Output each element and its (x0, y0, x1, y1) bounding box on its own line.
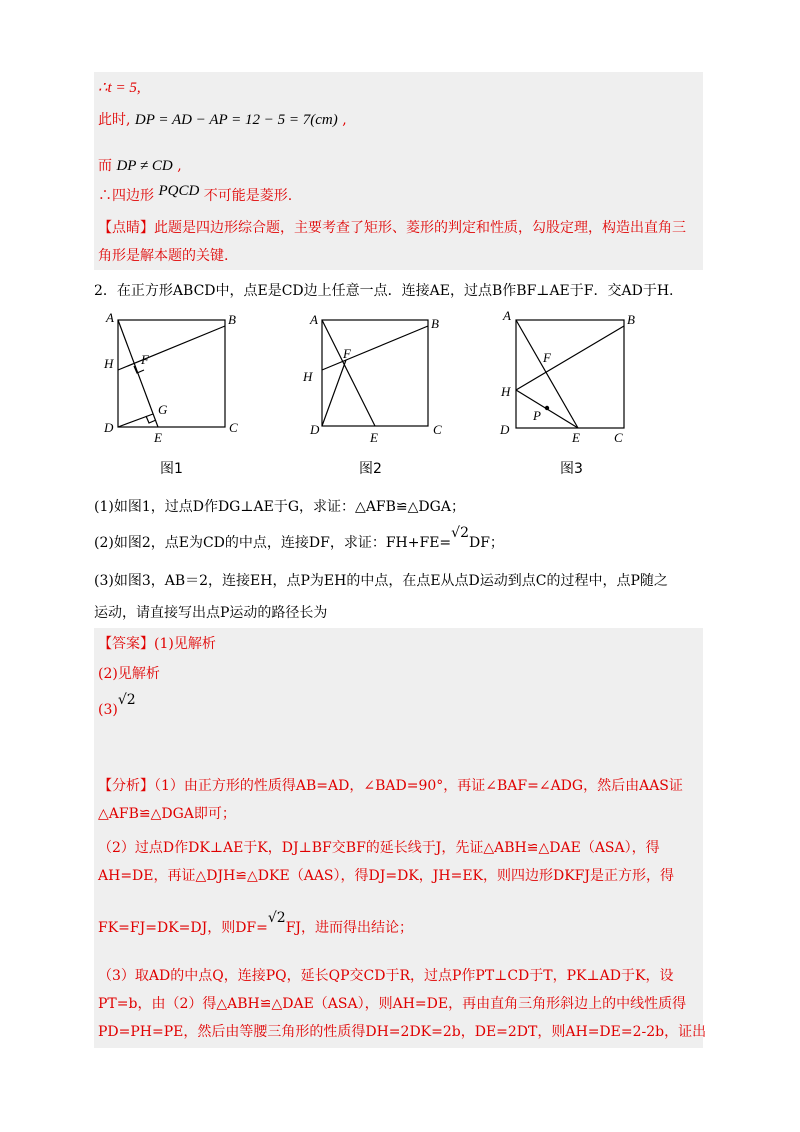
part-2-df: DF； (468, 535, 504, 551)
fig2-label-f: F (343, 346, 351, 361)
solution-block-top (94, 72, 703, 270)
answer-line-2: (2)见解析 (98, 666, 160, 682)
dp-neq-cd: DP ≠ CD (116, 158, 173, 174)
fig3-point-p (545, 406, 549, 410)
fig3-label-d: D (500, 422, 510, 437)
comment-line-1 (98, 218, 686, 238)
fig3-ae (516, 320, 578, 428)
fig2-bh (322, 326, 428, 370)
comment-text-1: 此题是四边形综合题，主要考查了矩形、菱形的判定和性质，勾股定理，构造出直角三 (154, 220, 686, 236)
analysis-text-5-post: FJ，进而得出结论； (285, 920, 414, 936)
problem-stem: 2．在正方形ABCD中，点E是CD边上任意一点．连接AE，过点B作BF⊥AE于F．交AD于H. (94, 283, 674, 299)
analysis-text-1: （1）由正方形的性质得AB=AD，∠BAD=90°，再证∠BAF=∠ADG，然后由AAS证 (154, 778, 683, 794)
comment-line-2 (98, 246, 228, 266)
answer-3-label: (3) (98, 702, 118, 718)
comma: , (342, 112, 347, 128)
analysis-sqrt2: √2 (267, 910, 286, 926)
part-2-sqrt2: √2 (451, 525, 469, 541)
fig2-label-d: D (310, 422, 320, 437)
fig3-label-f: F (543, 350, 551, 365)
figure-1 (0, 306, 800, 466)
fig2-label-e: E (370, 430, 378, 445)
fig3-label-p: P (533, 408, 541, 423)
at-this-time-label: 此时, (98, 112, 131, 128)
analysis-line-7: PT=b，由（2）得△ABH≌△DAE（ASA），则AH=DE，再由直角三角形斜边上的中线性质得 (98, 996, 687, 1012)
fig3-label-c: C (614, 430, 623, 445)
analysis-line-4: AH=DE，再证△DJH≌△DKE（AAS），得DJ=DK，JH=EK，则四边形DKFJ是正方形，得 (98, 868, 675, 884)
analysis-line-6: （3）取AD的中点Q，连接PQ，延长QP交CD于R，过点P作PT⊥CD于T，PK⊥AD于K，设 (98, 968, 674, 984)
fig2-df (322, 360, 346, 426)
fig1-bh (118, 326, 225, 370)
analysis-line-2: △AFB≌△DGA即可； (98, 806, 236, 822)
but-label: 而 (98, 158, 112, 174)
part-3-line-1: (3)如图3，AB＝2，连接EH，点P为EH的中点，在点E从点D运动到点C的过程中，点P随之 (94, 573, 668, 589)
comment-text-2: 角形是解本题的关键. (98, 248, 229, 264)
fig2-caption: 图2 (359, 461, 382, 477)
part-2-text: (2)如图2，点E为CD的中点，连接DF，求证：FH+FE= (94, 535, 452, 551)
answer-line-3 (98, 692, 136, 720)
fig1-label-h: H (104, 356, 114, 371)
fig1-label-d: D (104, 420, 114, 435)
answer-1: (1)见解析 (154, 636, 216, 652)
comment-tag: 【点睛】 (98, 220, 154, 236)
analysis-line-3: （2）过点D作DK⊥AE于K，DJ⊥BF交BF的延长线于J，先证△ABH≌△DAE（ASA），得 (98, 840, 660, 856)
analysis-line-1 (98, 776, 683, 796)
fig1-square (118, 320, 225, 427)
fig1-label-f: F (141, 352, 149, 367)
answer-tag: 【答案】 (98, 636, 154, 652)
fig3-label-e: E (572, 430, 580, 445)
fig2-label-a: A (310, 312, 318, 327)
part-2 (94, 525, 504, 554)
fig1-label-b: B (228, 312, 236, 327)
therefore-quad-label: ∴四边形 (98, 188, 154, 204)
fig1-label-c: C (229, 420, 238, 435)
pqcd-label: PQCD (158, 183, 200, 199)
part-1: (1)如图1，过点D作DG⊥AE于G，求证：△AFB≌△DGA； (94, 499, 465, 515)
fig1-label-g: G (158, 402, 168, 417)
comma: , (177, 158, 182, 174)
solution-line-4 (98, 183, 293, 206)
fig1-ae (118, 320, 158, 427)
answer-line-1 (98, 634, 216, 654)
fig1-label-e: E (154, 430, 162, 445)
solution-line-3 (98, 156, 182, 176)
fig2-square (322, 320, 428, 426)
fig2-label-c: C (433, 422, 442, 437)
analysis-text-5: FK=FJ=DK=DJ，则DF= (98, 920, 268, 936)
fig3-caption: 图3 (560, 461, 583, 477)
fig3-bh (516, 326, 624, 390)
analysis-line-5 (98, 910, 414, 938)
solution-line-1 (98, 78, 141, 98)
fig2-ae (322, 320, 375, 426)
solution-line-2 (98, 110, 347, 130)
part-3-line-2: 运动，请直接写出点P运动的路径长为 (94, 605, 328, 621)
fig2-label-b: B (431, 316, 439, 331)
not-rhombus-label: 不可能是菱形. (203, 188, 293, 204)
analysis-tag: 【分析】 (98, 778, 154, 794)
therefore-t-eq-5: ∴t = 5, (98, 80, 141, 96)
fig3-label-h: H (501, 384, 511, 399)
fig1-label-a: A (106, 310, 114, 325)
fig1-caption: 图1 (160, 461, 183, 477)
analysis-line-8: PD=PH=PE，然后由等腰三角形的性质得DH=2DK=2b，DE=2DT，则AH=DE=2-2b，证出 (98, 1024, 707, 1040)
answer-3-sqrt2: √2 (117, 692, 136, 708)
dp-equation: DP = AD − AP = 12 − 5 = 7(cm) (134, 112, 338, 128)
fig3-label-a: A (503, 308, 511, 323)
fig3-label-b: B (627, 312, 635, 327)
fig2-label-h: H (303, 369, 313, 384)
